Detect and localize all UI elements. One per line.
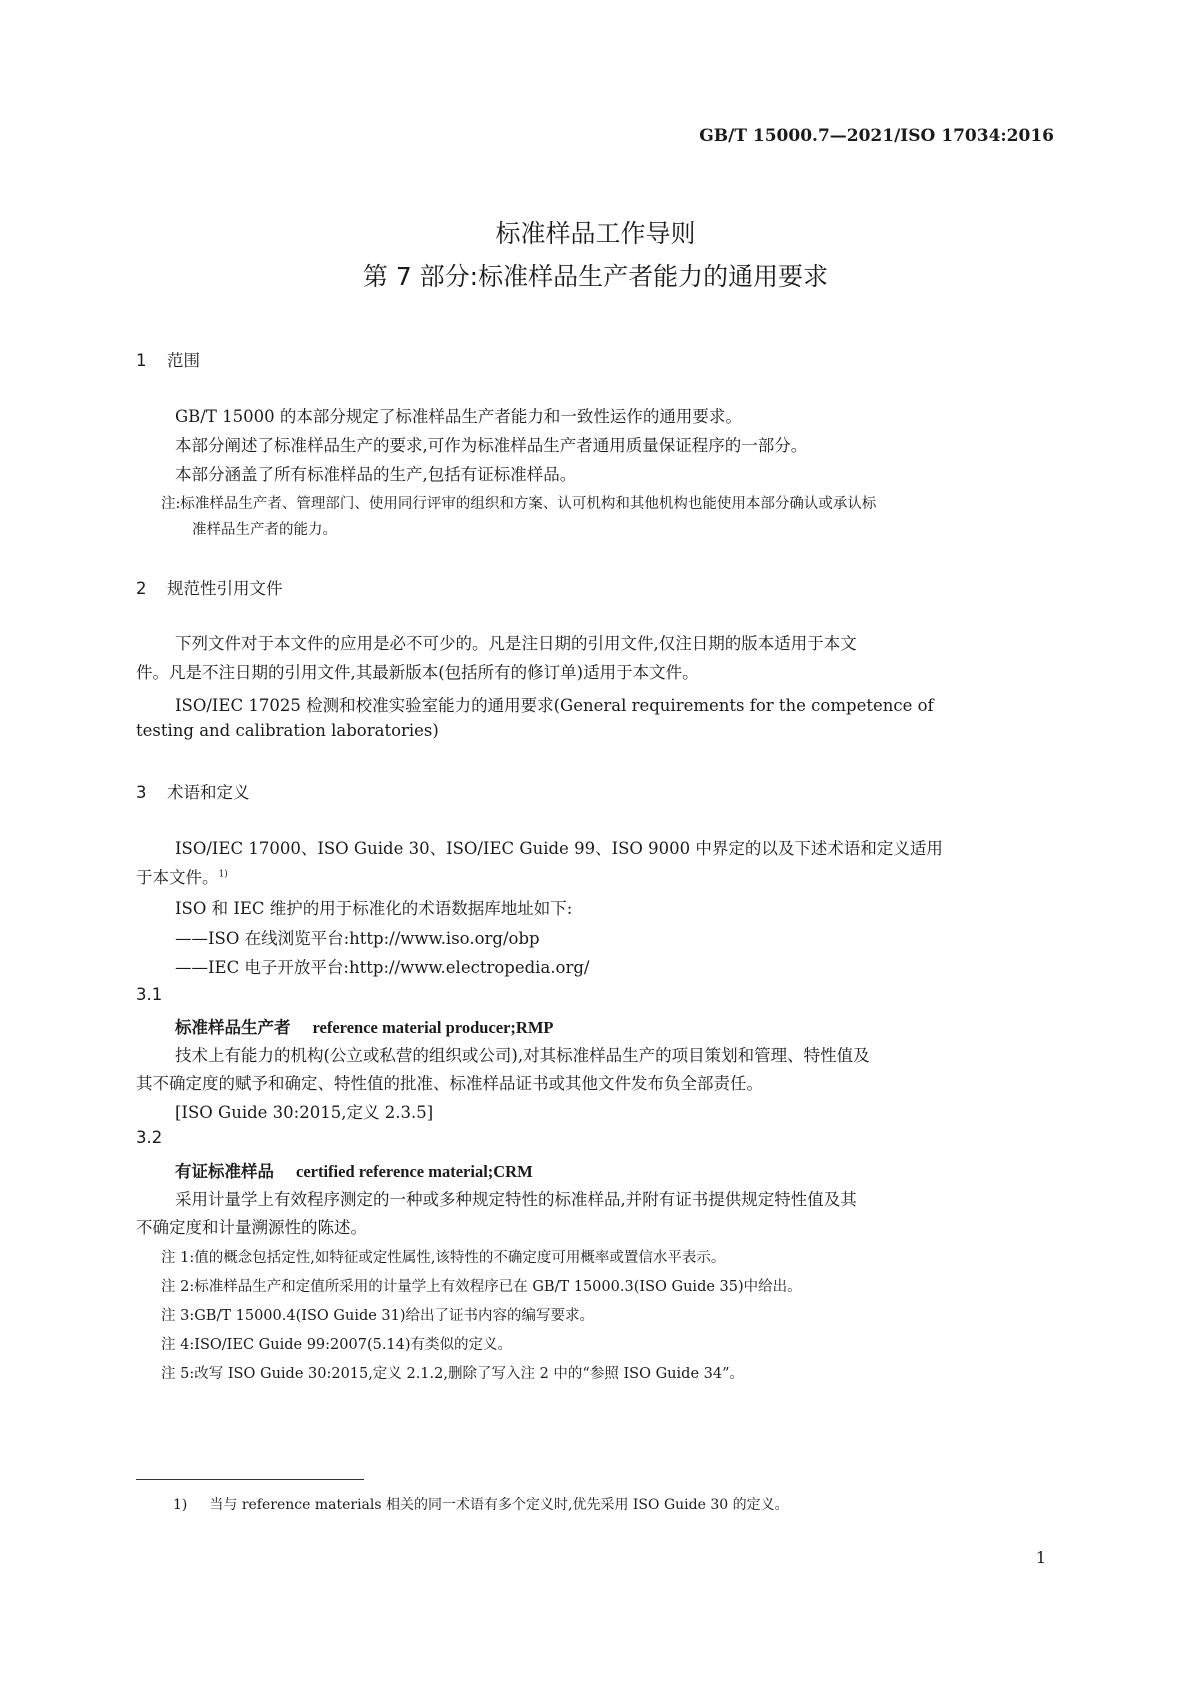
section-1-heading — [136, 347, 200, 371]
footnote-text: 当与 reference materials 相关的同一术语有多个定义时,优先采用 ISO Guide 30 的定义。 — [209, 1497, 789, 1513]
term-entry — [175, 1158, 533, 1182]
normative-reference: ISO/IEC 17025 检测和校准实验室能力的通用要求(General requirements for the competence of — [175, 696, 934, 715]
note: 注 3:GB/T 15000.4(ISO Guide 31)给出了证书内容的编写要求。 — [161, 1308, 595, 1324]
section-title: 范围 — [167, 351, 200, 370]
section-number: 2 — [136, 579, 147, 598]
section-3-heading — [136, 779, 250, 803]
paragraph: ISO 和 IEC 维护的用于标准化的术语数据库地址如下: — [175, 899, 573, 918]
term-english: reference material producer;RMP — [312, 1018, 554, 1037]
section-number: 1 — [136, 351, 147, 370]
document-title-line2: 第 7 部分:标准样品生产者能力的通用要求 — [362, 262, 829, 291]
term-number: 3.2 — [136, 1128, 163, 1147]
footnote-mark: 1) — [173, 1497, 188, 1513]
normative-reference-continuation: testing and calibration laboratories) — [136, 721, 439, 740]
term-definition: 技术上有能力的机构(公立或私营的组织或公司),对其标准样品生产的项目策划和管理、特性值及 — [175, 1046, 870, 1065]
note-continuation: 准样品生产者的能力。 — [192, 522, 337, 538]
page-number: 1 — [1035, 1548, 1046, 1567]
term-definition-continuation: 不确定度和计量溯源性的陈述。 — [136, 1218, 367, 1237]
term-source: [ISO Guide 30:2015,定义 2.3.5] — [175, 1103, 434, 1122]
paragraph: 本部分涵盖了所有标准样品的生产,包括有证标准样品。 — [175, 465, 577, 484]
standard-code: GB/T 15000.7—2021/ISO 17034:2016 — [699, 126, 1054, 146]
list-item: ——ISO 在线浏览平台:http://www.iso.org/obp — [175, 929, 540, 948]
note: 注 4:ISO/IEC Guide 99:2007(5.14)有类似的定义。 — [161, 1337, 513, 1353]
paragraph: 本部分阐述了标准样品生产的要求,可作为标准样品生产者通用质量保证程序的一部分。 — [175, 436, 808, 455]
paragraph-continuation: 件。凡是不注日期的引用文件,其最新版本(包括所有的修订单)适用于本文件。 — [136, 663, 699, 682]
paragraph: 下列文件对于本文件的应用是必不可少的。凡是注日期的引用文件,仅注日期的版本适用于本文 — [175, 634, 857, 653]
paragraph-continuation — [136, 864, 228, 888]
section-2-heading — [136, 575, 283, 599]
note: 注:标准样品生产者、管理部门、使用同行评审的组织和方案、认可机构和其他机构也能使用本部分确认或承认标 — [161, 496, 877, 512]
paragraph-text: 于本文件。 — [136, 868, 219, 887]
document-title-line1: 标准样品工作导则 — [495, 219, 696, 248]
list-item: ——IEC 电子开放平台:http://www.electropedia.org/ — [175, 958, 590, 977]
term-chinese: 有证标准样品 — [175, 1162, 274, 1181]
note: 注 5:改写 ISO Guide 30:2015,定义 2.1.2,删除了写入注 2 中的“参照 ISO Guide 34”。 — [161, 1366, 744, 1382]
note: 注 2:标准样品生产和定值所采用的计量学上有效程序已在 GB/T 15000.3(ISO Guide 35)中给出。 — [161, 1279, 802, 1295]
footnote-separator — [136, 1479, 364, 1480]
term-definition-continuation: 其不确定度的赋予和确定、特性值的批准、标准样品证书或其他文件发布负全部责任。 — [136, 1074, 763, 1093]
term-definition: 采用计量学上有效程序测定的一种或多种规定特性的标准样品,并附有证书提供规定特性值及其 — [175, 1190, 857, 1209]
footnote — [173, 1494, 789, 1514]
paragraph: ISO/IEC 17000、ISO Guide 30、ISO/IEC Guide 99、ISO 9000 中界定的以及下述术语和定义适用 — [175, 839, 943, 858]
term-english: certified reference material;CRM — [296, 1162, 533, 1181]
section-title: 术语和定义 — [167, 783, 250, 802]
note: 注 1:值的概念包括定性,如特征或定性属性,该特性的不确定度可用概率或置信水平表示。 — [161, 1250, 726, 1266]
term-chinese: 标准样品生产者 — [175, 1018, 291, 1037]
paragraph: GB/T 15000 的本部分规定了标准样品生产者能力和一致性运作的通用要求。 — [175, 407, 742, 426]
footnote-reference: 1) — [218, 869, 228, 880]
term-entry — [175, 1014, 553, 1038]
term-number: 3.1 — [136, 985, 163, 1004]
section-number: 3 — [136, 783, 147, 802]
section-title: 规范性引用文件 — [167, 579, 283, 598]
